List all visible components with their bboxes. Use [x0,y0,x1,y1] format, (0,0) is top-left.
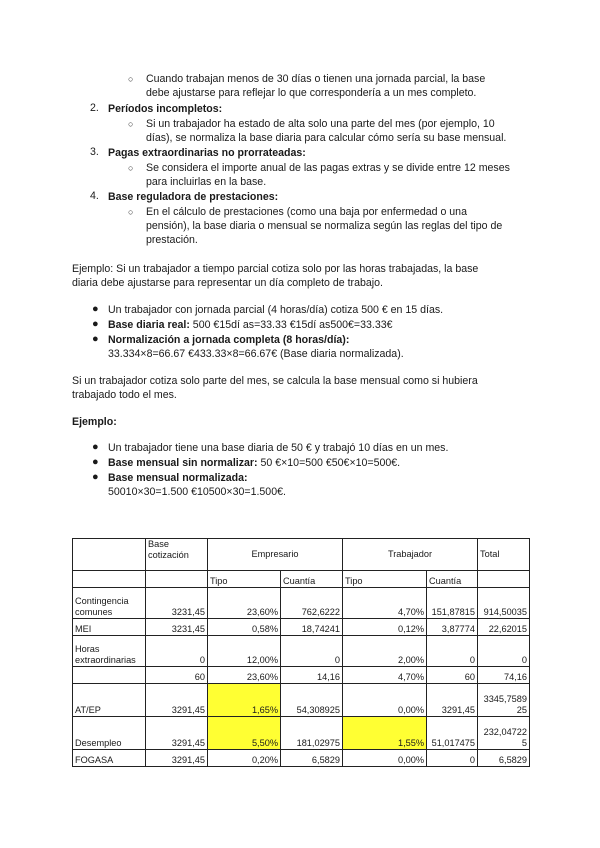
example2-bullet: Base mensual normalizada: [108,472,248,484]
item-number: 2. [90,102,99,114]
row-trabajador-cuantia: 51,017475 [427,717,478,750]
row-empresario-tipo: 0,20% [208,750,281,767]
paragraph-line: Si un trabajador cotiza solo parte del mes, se calcula la base mensual como si hubiera [72,375,478,387]
row-trabajador-cuantia: 0 [427,750,478,767]
item-number: 3. [90,146,99,158]
example2-bullet: Un trabajador tiene una base diaria de 50 € y trabajó 10 días en un mes. [108,442,449,454]
row-empresario-cuantia: 762,6222 [281,588,343,619]
item-number: 4. [90,190,99,202]
row-label: Desempleo [73,717,146,750]
header-base-cotizacion: Base cotización [146,539,208,571]
example1-bullet-extra: 33.334×8=66.67 €433.33×8=66.67€ (Base diaria normalizada). [108,348,404,360]
row-total: 6,5829 [478,750,530,767]
row-empresario-tipo: 5,50% [208,717,281,750]
header-total: Total [478,539,530,571]
table-row [73,636,530,667]
item-sub-line: En el cálculo de prestaciones (como una baja por enfermedad o una [146,206,467,218]
row-base: 3291,45 [146,684,208,717]
item-sub-line: prestación. [146,234,198,246]
row-trabajador-cuantia: 60 [427,667,478,684]
row-trabajador-cuantia: 3,87774 [427,619,478,636]
circle-bullet-icon: ○ [128,119,134,129]
row-empresario-cuantia: 14,16 [281,667,343,684]
item-sub-line: pensión), la base diaria o mensual se normaliza según las reglas del tipo de [146,220,503,232]
header-empresario: Empresario [208,539,343,571]
row-base: 3231,45 [146,588,208,619]
row-empresario-cuantia: 54,308925 [281,684,343,717]
bullet-dot-icon: ● [92,471,99,483]
row-empresario-cuantia: 18,74241 [281,619,343,636]
subheader-cuantia: Cuantía [281,571,343,588]
paragraph-line: trabajado todo el mes. [72,389,177,401]
row-label: FOGASA [73,750,146,767]
row-trabajador-tipo: 2,00% [343,636,427,667]
item-title: Períodos incompletos: [108,103,223,115]
item-sub-line: Se considera el importe anual de las pagas extras y se divide entre 12 meses [146,162,510,174]
item-sub-line: días), se normaliza la base diaria para calcular cómo sería su base mensual. [146,132,507,144]
row-trabajador-cuantia: 0 [427,636,478,667]
row-empresario-tipo: 23,60% [208,588,281,619]
row-label: Horas extraordinarias [73,636,146,667]
example2-bullet: Base mensual sin normalizar: 50 €×10=500 €50€×10=500€. [108,457,401,469]
row-label: AT/EP [73,684,146,717]
subheader-empty-cell [73,571,146,588]
row-total: 232,047225 [478,717,530,750]
subheader-empty-cell [478,571,530,588]
row-trabajador-tipo: 4,70% [343,667,427,684]
bullet-dot-icon: ● [92,456,99,468]
intro-line-2: debe ajustarse para reflejar lo que correspondería a un mes completo. [146,87,477,99]
example1-line: Ejemplo: Si un trabajador a tiempo parcial cotiza solo por las horas trabajadas, la base [72,263,479,275]
row-trabajador-tipo: 0,00% [343,750,427,767]
row-base: 3291,45 [146,717,208,750]
table-row [73,750,530,767]
bullet-dot-icon: ● [92,303,99,315]
bullet-dot-icon: ● [92,441,99,453]
table-row [73,684,530,717]
row-trabajador-cuantia: 151,87815 [427,588,478,619]
row-total: 914,50035 [478,588,530,619]
bullet-dot-icon: ● [92,318,99,330]
row-base: 60 [146,667,208,684]
table-row [73,619,530,636]
row-empresario-tipo: 12,00% [208,636,281,667]
bullet-dot-icon: ● [92,333,99,345]
item-sub-line: Si un trabajador ha estado de alta solo una parte del mes (por ejemplo, 10 [146,118,495,130]
row-trabajador-tipo: 0,12% [343,619,427,636]
row-label: MEI [73,619,146,636]
table-row [73,667,530,684]
intro-line-1: Cuando trabajan menos de 30 días o tienen una jornada parcial, la base [146,73,486,85]
circle-bullet-icon: ○ [128,163,134,173]
example2-bullet-extra: 50010×30=1.500 €10500×30=1.500€. [108,486,286,498]
item-sub-line: para incluirlas en la base. [146,176,267,188]
item-title: Base reguladora de prestaciones: [108,191,279,203]
example1-bullet: Normalización a jornada completa (8 horas/día): [108,334,350,346]
example1-bullet: Base diaria real: 500 €15dí as=33.33 €15dí as500€=33.33€ [108,319,393,331]
row-base: 3291,45 [146,750,208,767]
row-empresario-cuantia: 181,02975 [281,717,343,750]
subheader-cuantia: Cuantía [427,571,478,588]
table-row [73,717,530,750]
row-total: 22,62015 [478,619,530,636]
row-empresario-tipo: 0,58% [208,619,281,636]
row-label [73,667,146,684]
row-trabajador-tipo: 1,55% [343,717,427,750]
example1-line: diaria debe ajustarse para representar un día completo de trabajo. [72,277,383,289]
header-trabajador: Trabajador [343,539,478,571]
subheader-tipo: Tipo [208,571,281,588]
subheader-empty-cell [146,571,208,588]
item-title: Pagas extraordinarias no prorrateadas: [108,147,306,159]
header-empty-cell [73,539,146,571]
row-total: 3345,758925 [478,684,530,717]
row-empresario-cuantia: 0 [281,636,343,667]
example1-bullet: Un trabajador con jornada parcial (4 horas/día) cotiza 500 € en 15 días. [108,304,444,316]
row-base: 3231,45 [146,619,208,636]
row-total: 0 [478,636,530,667]
row-base: 0 [146,636,208,667]
cotizacion-table [72,538,530,767]
circle-bullet-icon: ○ [128,207,134,217]
example2-heading: Ejemplo: [72,416,117,428]
circle-bullet-icon: ○ [128,74,134,84]
row-trabajador-tipo: 4,70% [343,588,427,619]
row-empresario-tipo: 23,60% [208,667,281,684]
row-empresario-tipo: 1,65% [208,684,281,717]
row-empresario-cuantia: 6,5829 [281,750,343,767]
row-label: Contingencia comunes [73,588,146,619]
subheader-tipo: Tipo [343,571,427,588]
table-row [73,588,530,619]
row-trabajador-cuantia: 3291,45 [427,684,478,717]
row-trabajador-tipo: 0,00% [343,684,427,717]
row-total: 74,16 [478,667,530,684]
